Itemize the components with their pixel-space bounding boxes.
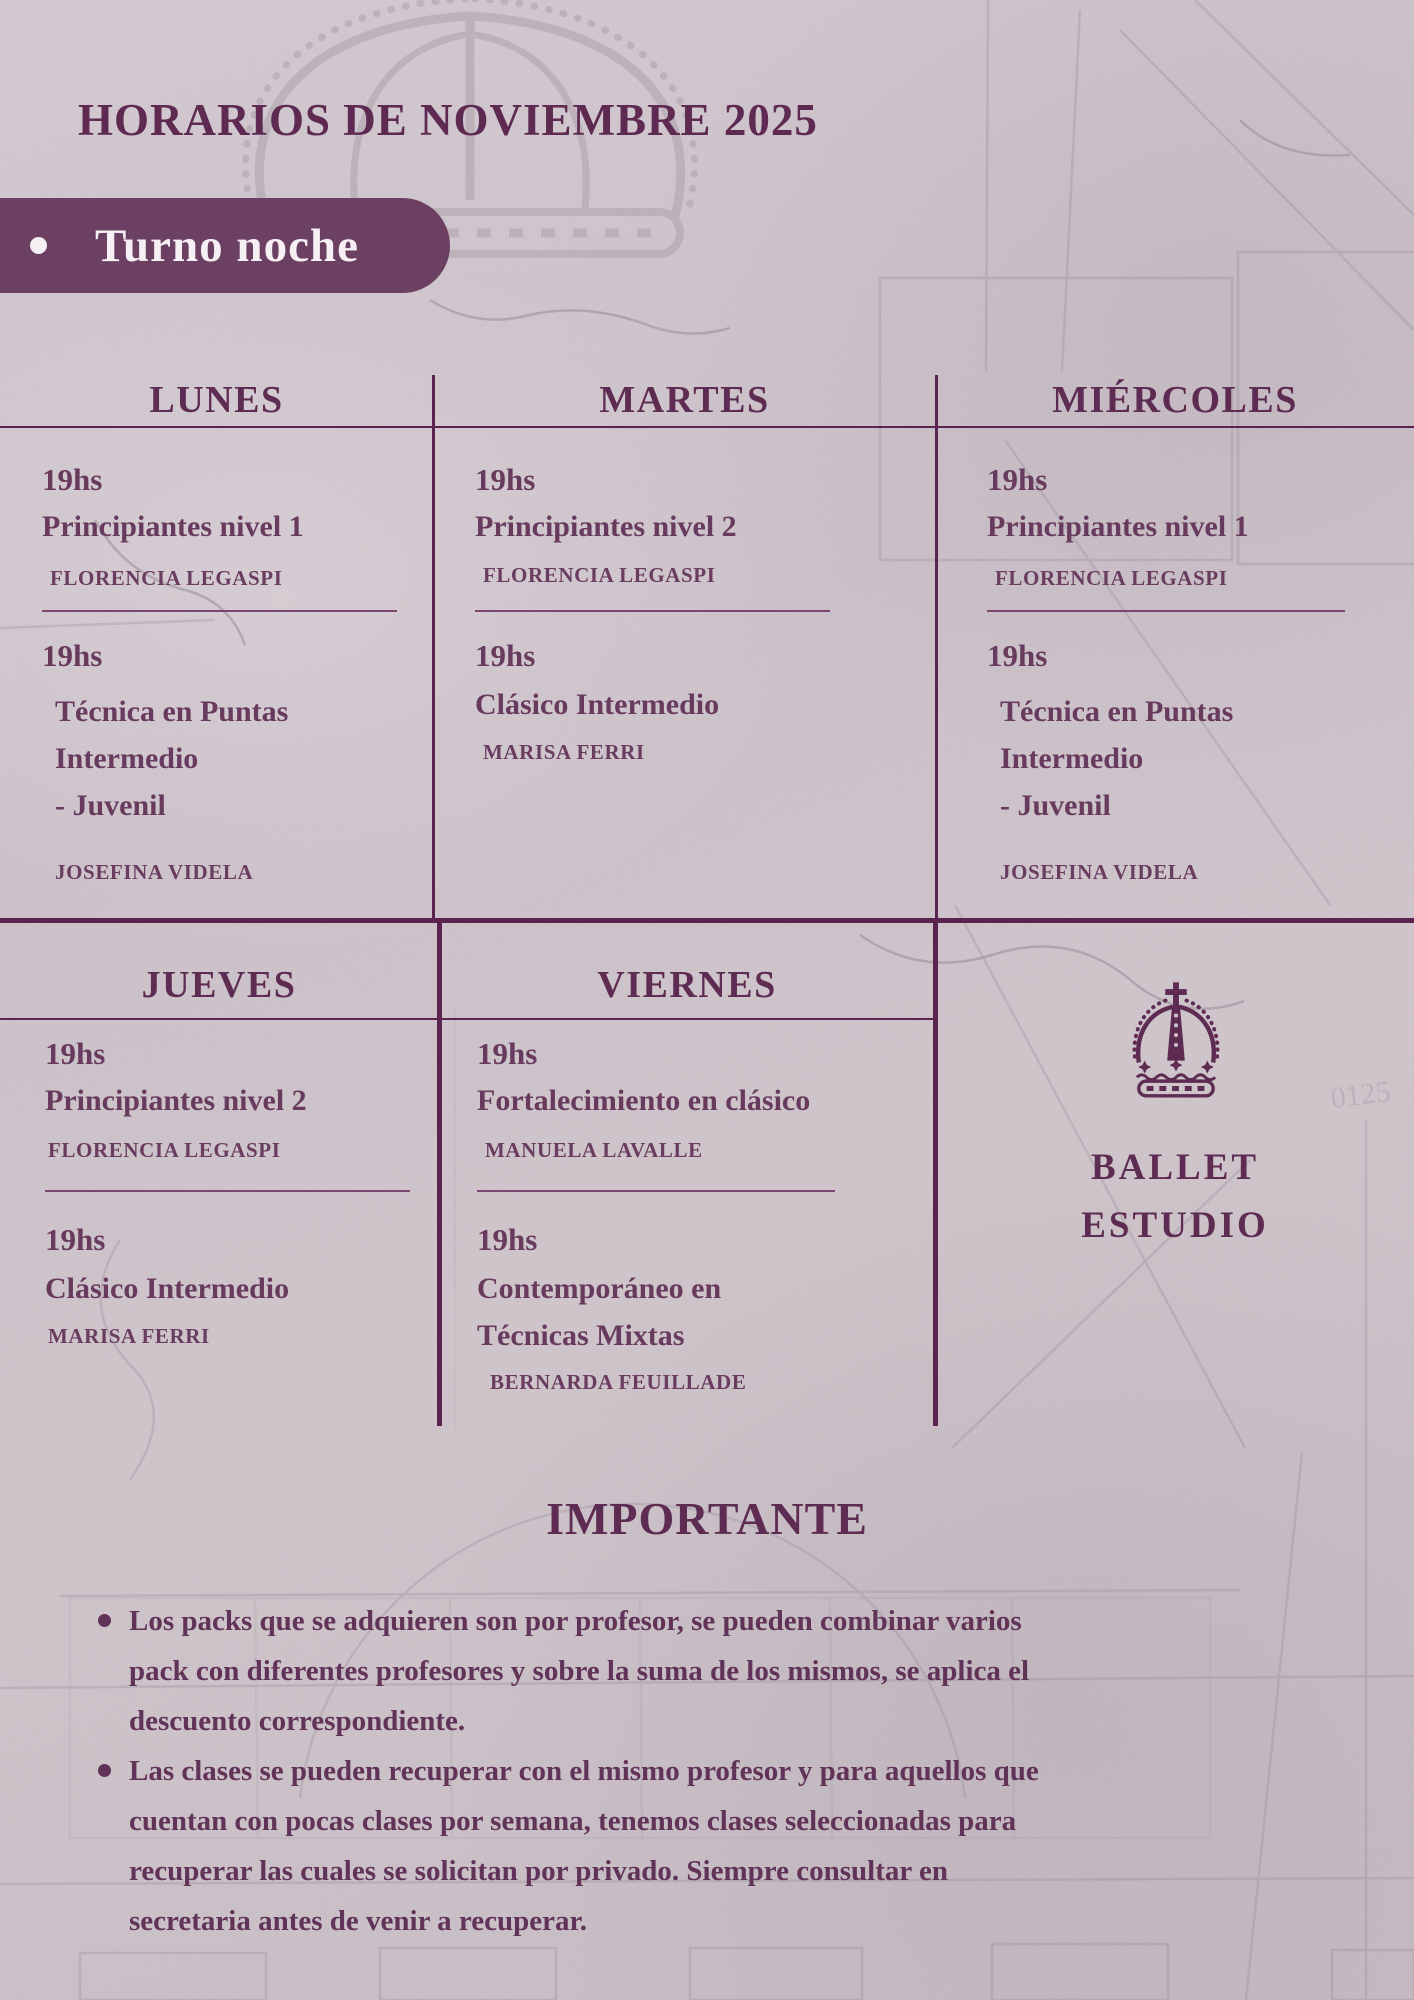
class-divider-viernes [477,1190,835,1192]
class-time: 19hs [45,1222,106,1257]
class-name: Intermedio [55,742,199,775]
class-name: Técnica en Puntas [55,695,289,728]
badge-bullet-dot [30,237,47,254]
class-name: Clásico Intermedio [475,688,720,721]
class-time: 19hs [475,462,536,497]
shift-badge [0,198,450,293]
class-teacher: MANUELA LAVALLE [485,1138,703,1162]
class-name: - Juvenil [55,789,166,822]
class-teacher: FLORENCIA LEGASPI [483,563,716,587]
class-time: 19hs [42,462,103,497]
list-item [96,1746,1046,1946]
class-time: 19hs [477,1222,538,1257]
important-notes [96,1596,1046,1946]
class-teacher: MARISA FERRI [483,740,645,764]
class-teacher: JOSEFINA VIDELA [55,860,254,884]
row2-header-rule [0,1018,936,1020]
class-name: Principiantes nivel 1 [42,510,304,543]
class-divider-lunes [42,610,397,612]
studio-name-line2: ESTUDIO [1081,1205,1269,1246]
class-time: 19hs [477,1036,538,1071]
class-time: 19hs [987,462,1048,497]
class-name: Contemporáneo en [477,1272,722,1305]
important-title: IMPORTANTE [546,1493,868,1544]
class-time: 19hs [475,638,536,673]
class-divider-martes [475,610,830,612]
day-header-lunes: LUNES [149,379,284,421]
page-title: HORARIOS DE NOVIEMBRE 2025 [78,95,818,145]
bullet-dot [98,1764,111,1777]
shift-badge-label: Turno noche [95,219,359,272]
class-name: Intermedio [1000,742,1144,775]
divider-martes-miercoles [935,375,938,921]
class-time: 19hs [42,638,103,673]
day-header-martes: MARTES [599,379,770,421]
crown-icon [1129,982,1223,1100]
class-name: Técnica en Puntas [1000,695,1234,728]
row-separator [0,918,1414,923]
class-name: Clásico Intermedio [45,1272,290,1305]
divider-lunes-martes [432,375,435,921]
class-name: Principiantes nivel 2 [45,1084,307,1117]
day-header-jueves: JUEVES [141,964,297,1006]
class-teacher: MARISA FERRI [48,1324,210,1348]
class-teacher: FLORENCIA LEGASPI [995,566,1228,590]
note-text: Los packs que se adquieren son por profesor, se pueden combinar varios pack con diferentes profesores y sobre la suma de los mismos, se aplica el descuento correspondiente. [129,1605,1030,1737]
class-divider-miercoles [987,610,1345,612]
day-header-viernes: VIERNES [597,964,777,1006]
studio-name-line1: BALLET [1090,1147,1260,1188]
class-name: - Juvenil [1000,789,1111,822]
class-time: 19hs [987,638,1048,673]
class-teacher: FLORENCIA LEGASPI [50,566,283,590]
class-teacher: BERNARDA FEUILLADE [490,1370,747,1394]
class-teacher: JOSEFINA VIDELA [1000,860,1199,884]
class-name: Principiantes nivel 2 [475,510,737,543]
day-header-miercoles: MIÉRCOLES [1052,379,1298,421]
list-item [96,1596,1046,1746]
blueprint-number: 0125 [1328,1074,1393,1115]
note-text: Las clases se pueden recuperar con el mismo profesor y para aquellos que cuentan con pocas clases por semana, tenemos clases seleccionadas para recuperar las cuales se solicitan por privado. Siempre consultar en secretaria antes de venir a recuperar. [129,1755,1039,1937]
class-name: Principiantes nivel 1 [987,510,1249,543]
class-name: Fortalecimiento en clásico [477,1084,811,1117]
class-name: Técnicas Mixtas [477,1319,685,1352]
class-time: 19hs [45,1036,106,1071]
class-teacher: FLORENCIA LEGASPI [48,1138,281,1162]
row1-header-rule [0,426,1414,428]
bullet-dot [98,1614,111,1627]
class-divider-jueves [45,1190,410,1192]
